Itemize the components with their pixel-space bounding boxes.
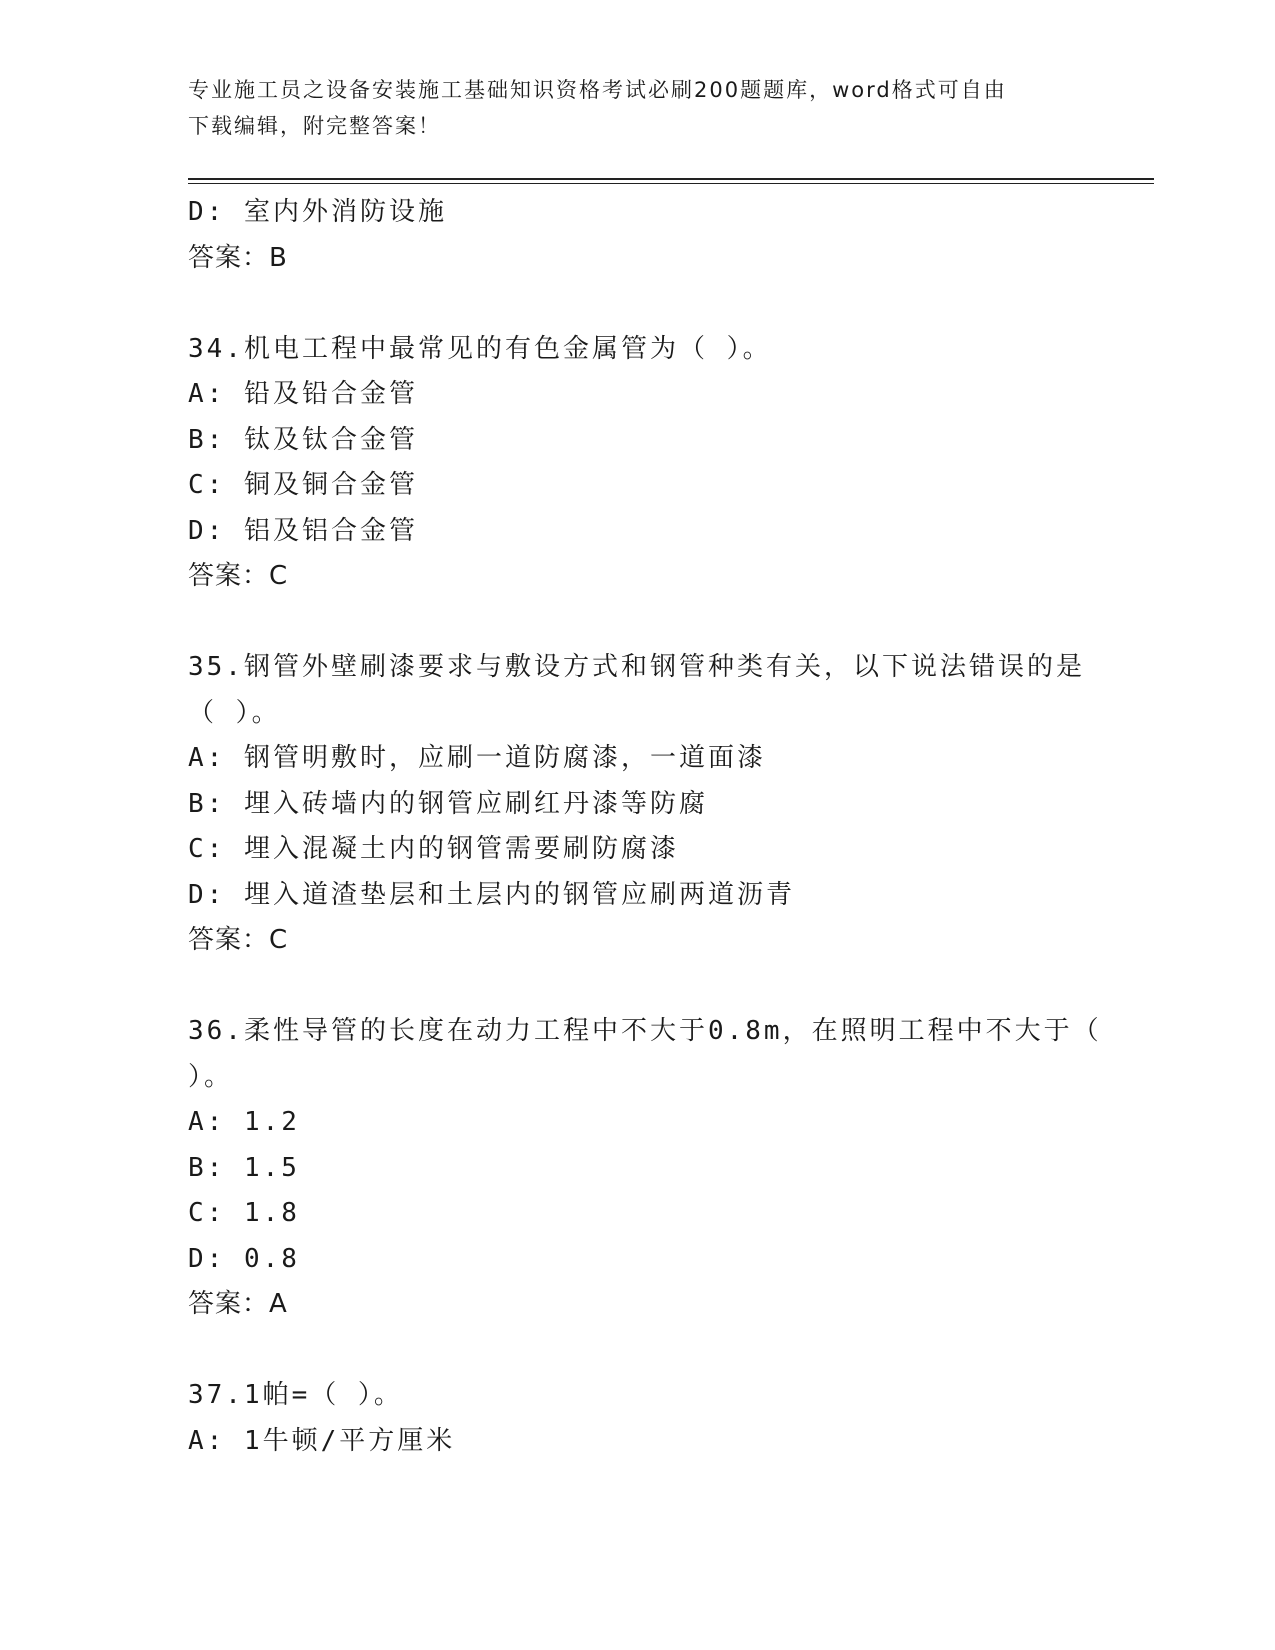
question-stem: 37.1帕=（ ）。 xyxy=(188,1380,403,1410)
option-a: A: 钢管明敷时，应刷一道防腐漆，一道面漆 xyxy=(188,743,766,773)
option-b: B: 埋入砖墙内的钢管应刷红丹漆等防腐 xyxy=(188,788,708,819)
option-c: C: 铜及铜合金管 xyxy=(188,470,418,500)
question-stem: 34.机电工程中最常见的有色金属管为（ ）。 xyxy=(188,333,772,364)
option-a: A: 铅及铅合金管 xyxy=(188,379,418,409)
question-stem-line-1: 35.钢管外壁刷漆要求与敷设方式和钢管种类有关，以下说法错误的是 xyxy=(188,652,1085,682)
header-title-line-2: 下载编辑，附完整答案！ xyxy=(188,114,441,138)
spacer xyxy=(188,1328,1088,1374)
question-36 xyxy=(188,1009,1102,1328)
header-title-line-1: 专业施工员之设备安装施工基础知识资格考试必刷200题题库，word格式可自由 xyxy=(188,78,1007,102)
question-37 xyxy=(188,1373,1088,1464)
question-35 xyxy=(188,645,1088,964)
header-divider-thin xyxy=(188,183,1154,184)
option-c: C: 埋入混凝土内的钢管需要刷防腐漆 xyxy=(188,834,679,864)
option-b: B: 1.5 xyxy=(188,1152,300,1183)
question-list xyxy=(188,190,1102,1464)
option-a: A: 1.2 xyxy=(188,1107,300,1137)
spacer xyxy=(188,964,1088,1010)
question-stem-line-2: （ ）。 xyxy=(188,697,281,728)
answer-line: 答案：C xyxy=(188,561,289,591)
option-d: D: 0.8 xyxy=(188,1243,300,1274)
question-stem-line-2: ）。 xyxy=(188,1061,234,1092)
answer-line: 答案：C xyxy=(188,925,289,955)
option-a: A: 1牛顿/平方厘米 xyxy=(188,1425,456,1456)
answer-line: 答案：A xyxy=(188,1289,288,1319)
header-divider-thick xyxy=(188,178,1154,180)
option-d: D: 铝及铝合金管 xyxy=(188,515,418,546)
spacer xyxy=(188,600,1088,646)
document-header xyxy=(188,72,1068,144)
option-d: D: 埋入道渣垫层和土层内的钢管应刷两道沥青 xyxy=(188,879,795,910)
spacer xyxy=(188,281,1088,327)
answer-line: 答案：B xyxy=(188,242,288,273)
question-34 xyxy=(188,327,1088,600)
option-d: D: 室内外消防设施 xyxy=(188,197,447,227)
option-c: C: 1.8 xyxy=(188,1198,300,1228)
question-stem-line-1: 36.柔性导管的长度在动力工程中不大于0.8m，在照明工程中不大于（ xyxy=(188,1016,1102,1046)
option-b: B: 钛及钛合金管 xyxy=(188,424,418,455)
